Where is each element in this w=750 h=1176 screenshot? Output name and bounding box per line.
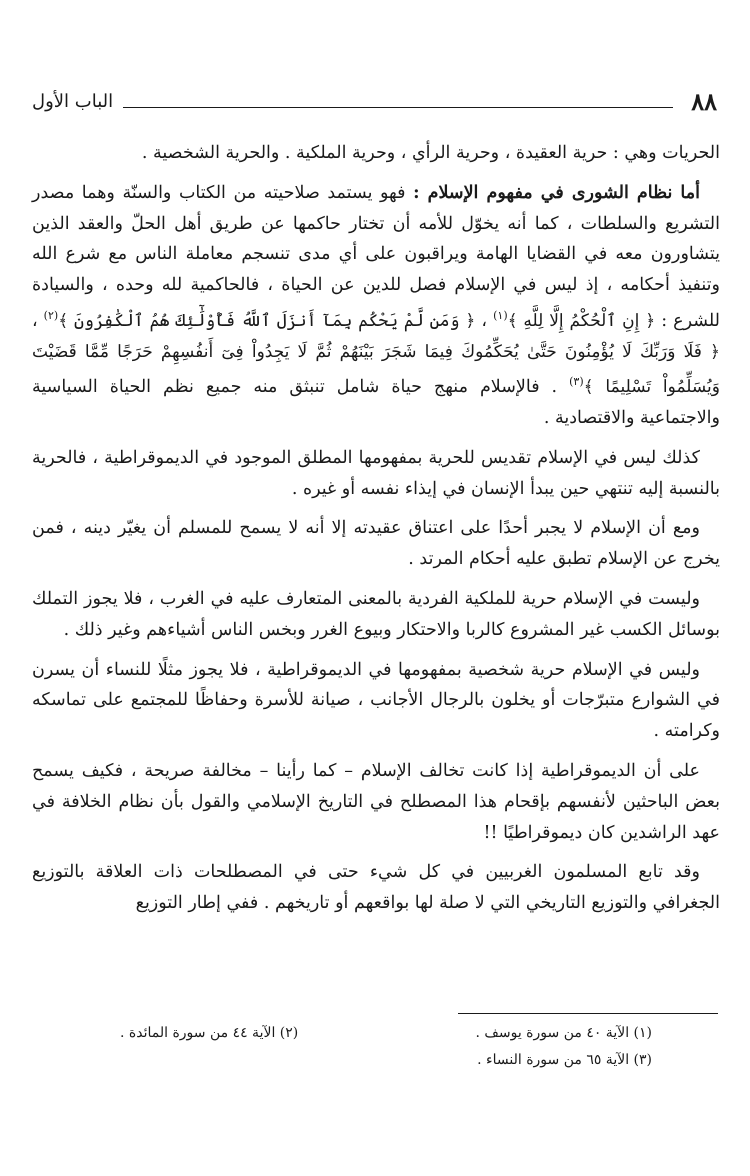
paragraph-freedoms: الحريات وهي : حرية العقيدة ، وحرية الرأي ، وحرية الملكية . والحرية الشخصية .: [141, 143, 720, 163]
footnote-ref-1: (١): [493, 308, 508, 322]
paragraph-property: وليست في الإسلام حرية للملكية الفردية بالمعنى المتعارف عليه في الغرب ، فلا يجوز التملك بوسائل الكسب غير المشروع كالربا والاحتكار وبيوع الغرر وبخس الناس أشياءهم وغير ذلك .: [32, 589, 720, 640]
chapter-title: الباب الأول: [32, 91, 114, 112]
footnote-separator: [458, 1013, 718, 1014]
footnote-2: (٢) الآية ٤٤ من سورة المائدة .: [120, 1025, 299, 1041]
footnote-ref-3: (٣): [569, 375, 584, 389]
paragraph-terminology: وقد تابع المسلمون الغربيين في كل شيء حتى في المصطلحات ذات العلاقة بالتوزيع الجغرافي والتوزيع التاريخي التي لا صلة لها بواقعهم أو تاريخهم . ففي إطار التوزيع: [32, 862, 720, 914]
footnotes: [120, 1020, 652, 1074]
paragraph-apostasy: ومع أن الإسلام لا يجبر أحدًا على اعتناق عقيدته إلا أنه لا يسمح للمسلم أن يغيّر دينه ، فمن يخرج عن الإسلام تطبق عليه أحكام المرتد .: [32, 518, 720, 570]
footnote-row: [120, 1047, 652, 1074]
footnote-ref-2: (٢): [43, 308, 59, 322]
quran-verse-3: ﴿ فَلَا وَرَبِّكَ لَا يُؤْمِنُونَ حَتَّىٰ يُحَكِّمُوكَ فِيمَا شَجَرَ بَيْنَهُمْ ثُمَّ لَا يَجِدُواْ فِىٓ أَنفُسِهِمْ حَرَجًا مِّمَّا قَضَيْتَ وَيُسَلِّمُواْ تَسْلِيمًا ﴾: [32, 341, 721, 398]
page-number: ٨٨: [691, 87, 717, 116]
header-rule: [123, 107, 673, 108]
footnote-row: [120, 1020, 652, 1047]
footnote-3: (٣) الآية ٦٥ من سورة النساء .: [477, 1052, 652, 1068]
quran-verse-2: ﴿ وَمَن لَّمْ يَحْكُم بِمَآ أَنزَلَ ٱللَّهُ فَأُوْلَٰٓئِكَ هُمُ ٱلْكَٰفِرُونَ ﴾: [58, 310, 476, 331]
quran-verse-1: ﴿ إِنِ ٱلْحُكْمُ إِلَّا لِلَّهِ ﴾: [507, 310, 656, 331]
page-header: [32, 82, 717, 116]
islam-system-text: فالإسلام منهج حياة شامل تنبثق منه جميع نظم الحياة السياسية والاجتماعية والاقتصادية .: [32, 377, 720, 429]
shura-heading: أما نظام الشورى في مفهوم الإسلام :: [413, 182, 700, 203]
paragraph-shura: أما نظام الشورى في مفهوم الإسلام : فهو يستمد صلاحيته من الكتاب والسنّة وهما مصدر التشريع والسلطات ، كما أنه يخوّل للأمه أن تختار حاكمها عن طريق أهل الحلّ والعقد الذين يتشاورون معه في القضايا الهامة ويراقبون على أي مدى تنسجم معاملة الناس مع شرع الله وتنفيذ أحكامه ، إذ ليس في الإسلام فصل للدين عن الحياة ، فالحاكمية لله وحده ، والسيادة للشرع : ﴿ إِنِ ٱلْحُكْمُ إِلَّا لِلَّهِ ﴾$^{(١)}$ ، ﴿ وَمَن لَّمْ يَحْكُم بِمَآ أَنزَلَ ٱللَّهُ فَأُوْلَٰٓئِكَ هُمُ ٱلْكَٰفِرُونَ ﴾$^{(٢)}$ ، ﴿ فَلَا وَرَبِّكَ لَا يُؤْمِنُونَ حَتَّىٰ يُحَكِّمُوكَ فِيمَا شَجَرَ بَيْنَهُمْ ثُمَّ لَا يَجِدُواْ فِىٓ أَنفُسِهِمْ حَرَجًا مِّمَّا قَضَيْتَ وَيُسَلِّمُواْ تَسْلِيمًا ﴾$^{(٣)}$ . فالإسلام منهج حياة شامل تنبثق منه جميع نظم الحياة السياسية والاجتماعية والاقتصادية .: [32, 182, 721, 429]
paragraph-personal-freedom: وليس في الإسلام حرية شخصية بمفهومها في الديموقراطية ، فلا يجوز مثلًا للنساء أن يسرن في الشوارع متبرّجات أو يخلون بالرجال الأجانب ، صيانة للأسرة وحفاظًا للمجتمع على تماسكه وكرامته .: [32, 659, 720, 742]
shura-text: فهو يستمد صلاحيته من الكتاب والسنّة وهما مصدر التشريع والسلطات ، كما أنه يخوّل للأمه أن تختار حاكمها عن طريق أهل الحلّ والعقد الذين يتشاورون معه في القضايا الهامة ويراقبون على أي مدى تنسجم معاملة الناس مع شرع الله وتنفيذ أحكامه ، إذ ليس في الإسلام فصل للدين عن الحياة ، فالحاكمية لله وحده ، والسيادة للشرع :: [32, 182, 720, 331]
page-body: [32, 138, 720, 928]
paragraph-democracy: على أن الديموقراطية إذا كانت تخالف الإسلام – كما رأينا – مخالفة صريحة ، فكيف يسمح بعض الباحثين لأنفسهم بإقحام هذا المصطلح في التاريخ الإسلامي والقول بأن نظام الخلافة في عهد الراشدين كان ديموقراطيًا !!: [32, 761, 720, 843]
footnote-1: (١) الآية ٤٠ من سورة يوسف .: [475, 1025, 652, 1041]
paragraph-freedom-limits: كذلك ليس في الإسلام تقديس للحرية بمفهومها المطلق الموجود في الديموقراطية ، فالحرية بالنسبة إليه تنتهي حين يبدأ الإنسان في إيذاء نفسه أو غيره .: [32, 447, 720, 499]
